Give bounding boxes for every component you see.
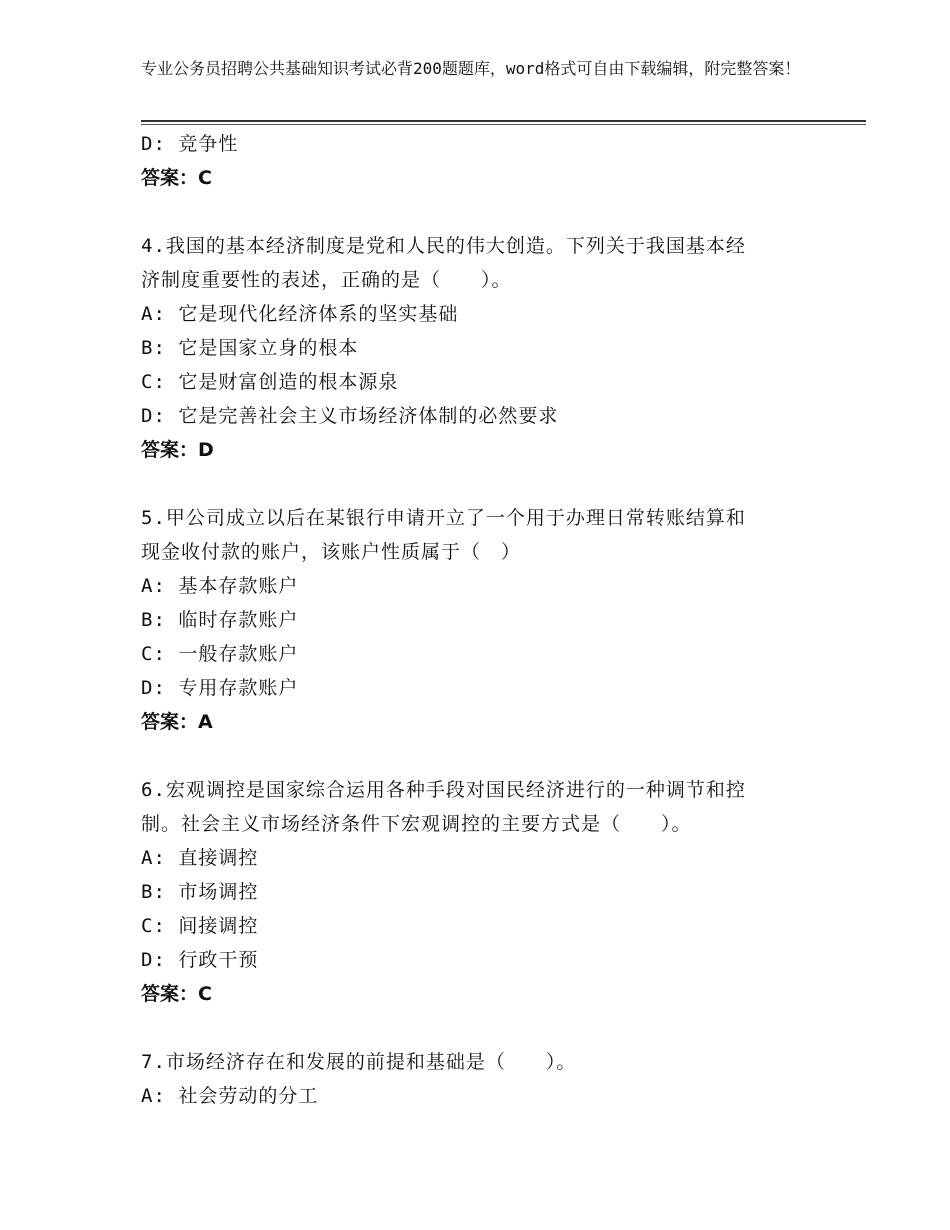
header-divider (141, 120, 866, 122)
option-d: D: 它是完善社会主义市场经济体制的必然要求 (141, 405, 559, 427)
document-header: 专业公务员招聘公共基础知识考试必背200题题库，word格式可自由下载编辑，附完整答案！ (141, 59, 801, 78)
option-d: D: 专用存款账户 (141, 677, 299, 699)
answer: 答案：A (141, 711, 213, 733)
option-c: C: 它是财富创造的根本源泉 (141, 371, 399, 393)
question-stem: 7.市场经济存在和发展的前提和基础是（ ）。 (141, 1051, 577, 1073)
question-4 (141, 229, 801, 467)
question-5 (141, 501, 801, 739)
option-a: A: 直接调控 (141, 847, 259, 869)
question-stem: 制。社会主义市场经济条件下宏观调控的主要方式是（ ）。 (141, 813, 692, 835)
option-c: C: 间接调控 (141, 915, 259, 937)
option-d: D: 行政干预 (141, 949, 259, 971)
option-b: B: 它是国家立身的根本 (141, 337, 359, 359)
option-a: A: 基本存款账户 (141, 575, 299, 597)
option-b: B: 临时存款账户 (141, 609, 299, 631)
question-stem: 现金收付款的账户，该账户性质属于（ ） (141, 541, 522, 563)
option-b: B: 市场调控 (141, 881, 259, 903)
question-stem: 济制度重要性的表述，正确的是（ ）。 (141, 269, 512, 291)
option-c: C: 一般存款账户 (141, 643, 299, 665)
document-body (141, 127, 801, 1113)
answer: 答案：C (141, 983, 212, 1005)
question-6 (141, 773, 801, 1011)
option-a: A: 它是现代化经济体系的坚实基础 (141, 303, 459, 325)
question-stem: 4.我国的基本经济制度是党和人民的伟大创造。下列关于我国基本经 (141, 235, 746, 257)
prev-option-d: D: 竞争性 (141, 133, 239, 155)
question-7 (141, 1045, 801, 1113)
prev-answer: 答案：C (141, 167, 212, 189)
header-divider-thin (141, 124, 866, 125)
option-a: A: 社会劳动的分工 (141, 1085, 319, 1107)
question-stem: 5.甲公司成立以后在某银行申请开立了一个用于办理日常转账结算和 (141, 507, 746, 529)
question-stem: 6.宏观调控是国家综合运用各种手段对国民经济进行的一种调节和控 (141, 779, 746, 801)
answer: 答案：D (141, 439, 214, 461)
